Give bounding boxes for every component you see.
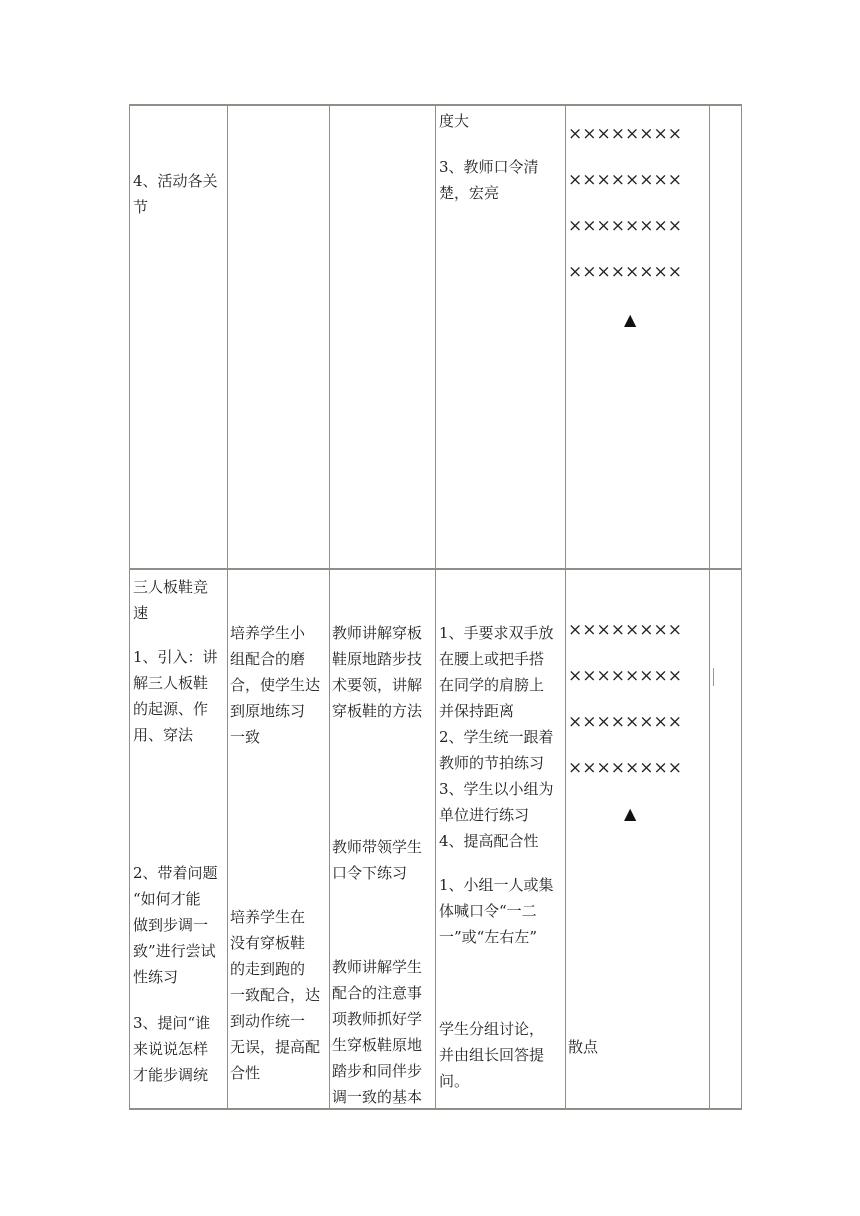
row2-formation-line-1: ××××××××	[568, 620, 682, 640]
column-divider-1	[227, 104, 228, 1110]
column-divider-5	[709, 104, 710, 1110]
text-cursor-icon	[713, 668, 714, 686]
column-divider-4	[565, 104, 566, 1110]
row2-goal-1: 培养学生小 组配合的磨 合，使学生达 到原地练习 一致	[230, 624, 321, 746]
row2-activity-step-2: 2、带着问题 “如何才能 做到步调一 致”进行尝试 性练习	[133, 864, 218, 986]
row1-formation-line-2: ××××××××	[568, 170, 682, 190]
row1-formation-line-1: ××××××××	[568, 124, 682, 144]
row1-formation-line-3: ××××××××	[568, 216, 682, 236]
row2-teacher-activity-2: 教师带领学生 口令下练习	[332, 838, 423, 882]
row2-teacher-activity-1: 教师讲解穿板 鞋原地踏步技 术要领，讲解 穿板鞋的方法	[332, 624, 423, 720]
row2-student-requirement-1: 1、手要求双手放 在腰上或把手搭 在同学的肩膀上 并保持距离 2、学生统一跟着 教师的节拍练习 3、学生以小组为 单位进行练习 4、提高配合性	[439, 624, 554, 850]
table-border-right	[741, 104, 742, 1110]
row2-formation-line-4: ××××××××	[568, 758, 682, 778]
row2-student-requirement-3: 学生分组讨论， 并由组长回答提 问。	[439, 1020, 545, 1090]
row2-formation-line-3: ××××××××	[568, 712, 682, 732]
row1-teacher-marker-icon: ▲	[624, 310, 637, 329]
row2-teacher-activity-3: 教师讲解学生 配合的注意事 项教师抓好学 生穿板鞋原地 踏步和同伴步 调一致的基本	[332, 958, 423, 1106]
row2-activity-step-3: 3、提问“谁 来说说怎样 才能步调统	[133, 1014, 211, 1084]
row1-requirement-text: 3、教师口令清 楚，宏亮	[439, 158, 539, 202]
row2-formation-line-2: ××××××××	[568, 666, 682, 686]
row2-teacher-marker-icon: ▲	[624, 804, 637, 823]
row2-goal-2: 培养学生在 没有穿板鞋 的走到跑的 一致配合，达 到动作统一 无误，提高配 合性	[230, 908, 321, 1082]
row1-requirement-top: 度大	[439, 112, 470, 130]
row2-activity-title: 三人板鞋竞 速	[133, 578, 209, 622]
row2-student-requirement-2: 1、小组一人或集 体喊口令“一二 一”或“左右左”	[439, 876, 554, 946]
row1-activity-text: 4、活动各关 节	[133, 172, 218, 216]
row2-activity-step-1: 1、引入：讲 解三人板鞋 的起源、作 用、穿法	[133, 648, 218, 744]
row1-formation-line-4: ××××××××	[568, 262, 682, 282]
table-border-left	[129, 104, 130, 1110]
row2-formation-scatter: 散点	[568, 1038, 599, 1056]
